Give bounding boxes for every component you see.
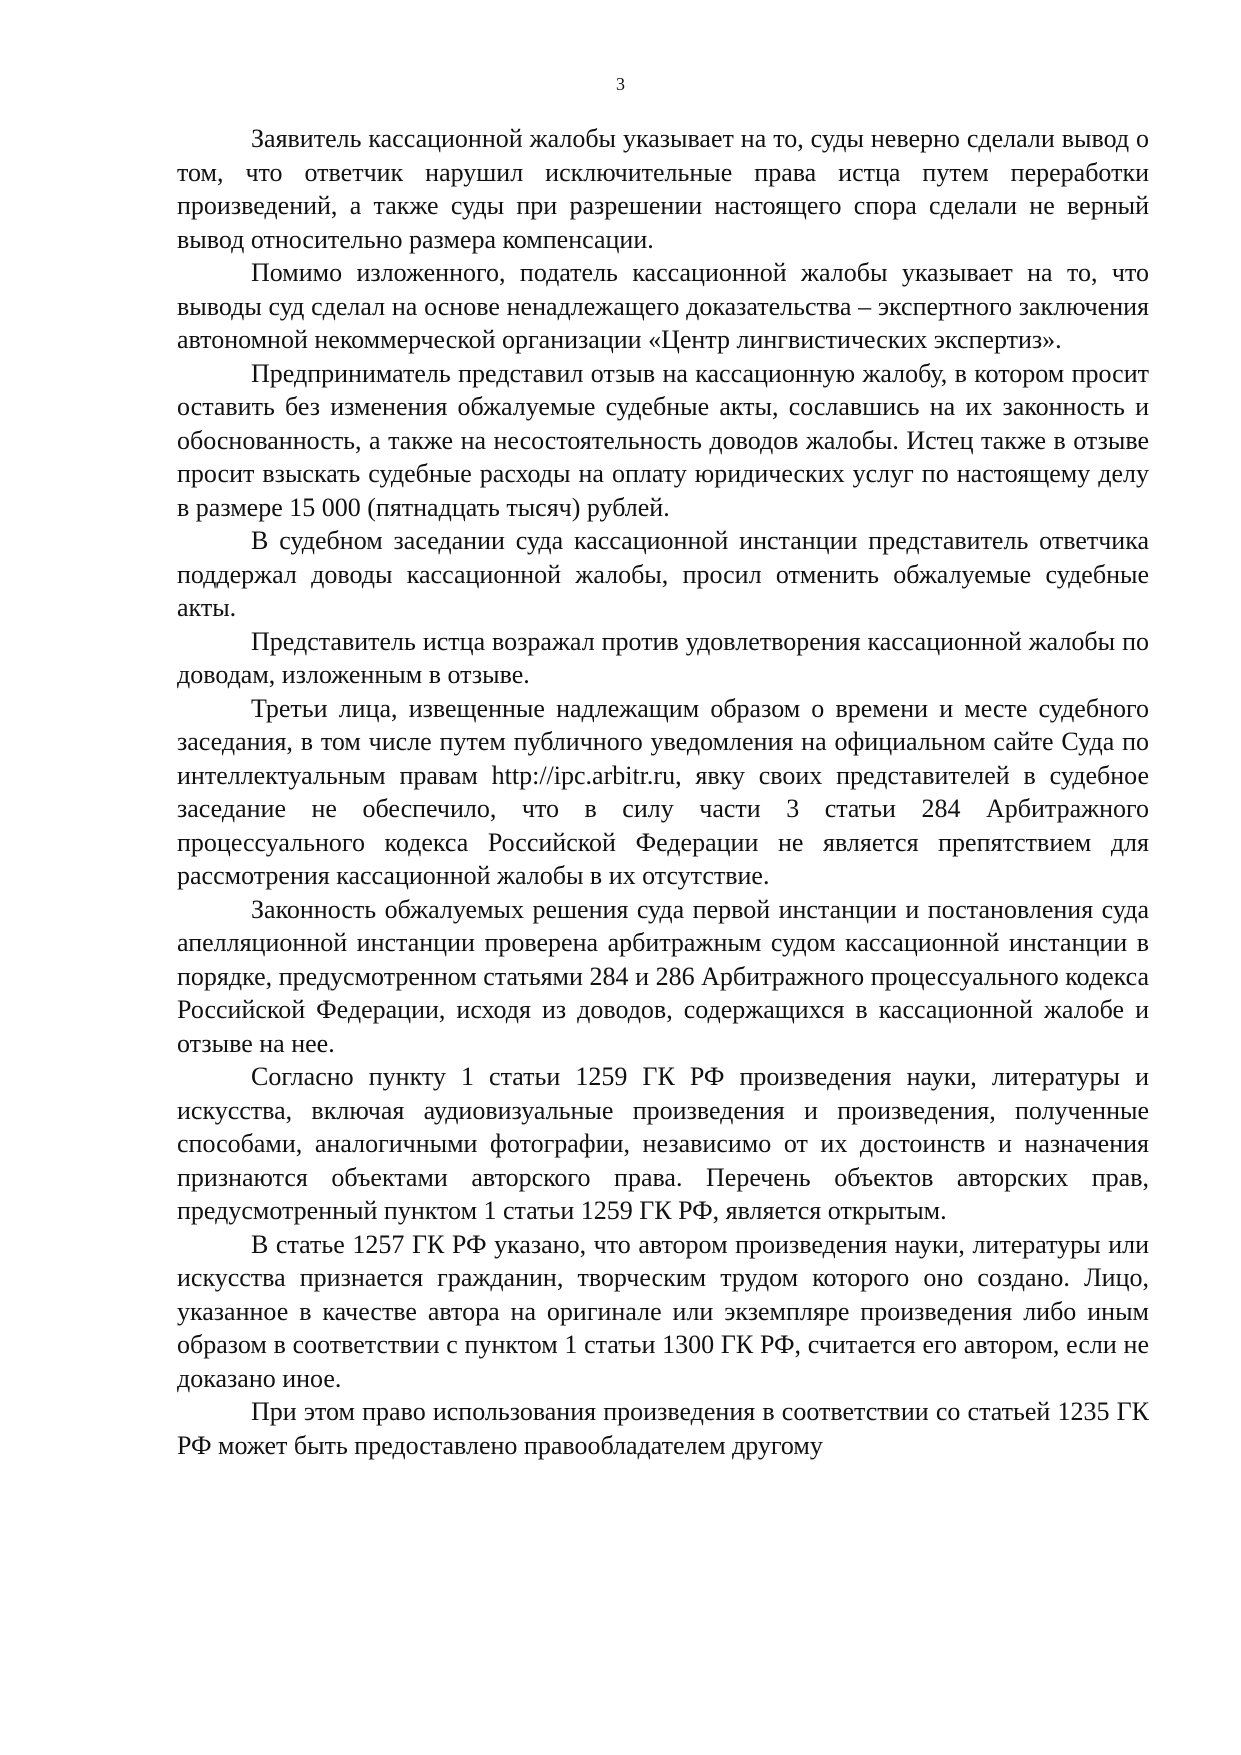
paragraph-article-1257: В статье 1257 ГК РФ указано, что автором произведения науки, литературы или искусства признается гражданин, творческим трудом которого оно создано. Лицо, указанное в качестве автора на оригинале или экземпляре произведения либо иным образом в соответствии с пунктом 1 статьи 1300 ГК РФ, считается его автором, если не доказано иное. (177, 1229, 1149, 1393)
paragraph-article-1235: При этом право использования произведения в соответствии со статьей 1235 ГК РФ может быть предоставлено правообладателем другому (177, 1397, 1149, 1460)
paragraph-third-parties: Третьи лица, извещенные надлежащим образом о времени и месте судебного заседания, в том числе путем публичного уведомления на официальном сайте Суда по интеллектуальным правам http://ipc.arbitr.ru, явку своих представителей в судебное заседание не обеспечило, что в силу части 3 статьи 284 Арбитражного процессуального кодекса Российской Федерации не является препятствием для рассмотрения кассационной жалобы в их отсутствие. (177, 693, 1149, 890)
page-number: 3 (616, 74, 625, 94)
document-body (177, 122, 1149, 1462)
paragraph-defendant-representative: В судебном заседании суда кассационной инстанции представитель ответчика поддержал доводы кассационной жалобы, просил отменить обжалуемые судебные акты. (177, 526, 1149, 622)
paragraph-cassation-appeal-claims: Заявитель кассационной жалобы указывает на то, суды неверно сделали вывод о том, что ответчик нарушил исключительные права истца путем переработки произведений, а также суды при разрешении настоящего спора сделали не верный вывод относительно размера компенсации. (177, 124, 1149, 254)
paragraph-legality-review: Законность обжалуемых решения суда первой инстанции и постановления суда апелляционной инстанции проверена арбитражным судом кассационной инстанции в порядке, предусмотренном статьями 284 и 286 Арбитражного процессуального кодекса Российской Федерации, исходя из доводов, содержащихся в кассационной жалобе и отзыве на нее. (177, 894, 1149, 1058)
paragraph-expert-opinion-objection: Помимо изложенного, податель кассационной жалобы указывает на то, что выводы суд сделал на основе ненадлежащего доказательства – экспертного заключения автономной некоммерческой организации «Центр лингвистических экспертиз». (177, 258, 1149, 354)
paragraph-plaintiff-representative: Представитель истца возражал против удовлетворения кассационной жалобы по доводам, изложенным в отзыве. (177, 626, 1149, 689)
paragraph-article-1259: Согласно пункту 1 статьи 1259 ГК РФ произведения науки, литературы и искусства, включая аудиовизуальные произведения и произведения, полученные способами, аналогичными фотографии, независимо от их достоинств и назначения признаются объектами авторского права. Перечень объектов авторских прав, предусмотренный пунктом 1 статьи 1259 ГК РФ, является открытым. (177, 1062, 1149, 1225)
paragraph-entrepreneur-response: Предприниматель представил отзыв на кассационную жалобу, в котором просит оставить без изменения обжалуемые судебные акты, сославшись на их законность и обоснованность, а также на несостоятельность доводов жалобы. Истец также в отзыве просит взыскать судебные расходы на оплату юридических услуг по настоящему делу в размере 15 000 (пятнадцать тысяч) рублей. (177, 358, 1149, 522)
